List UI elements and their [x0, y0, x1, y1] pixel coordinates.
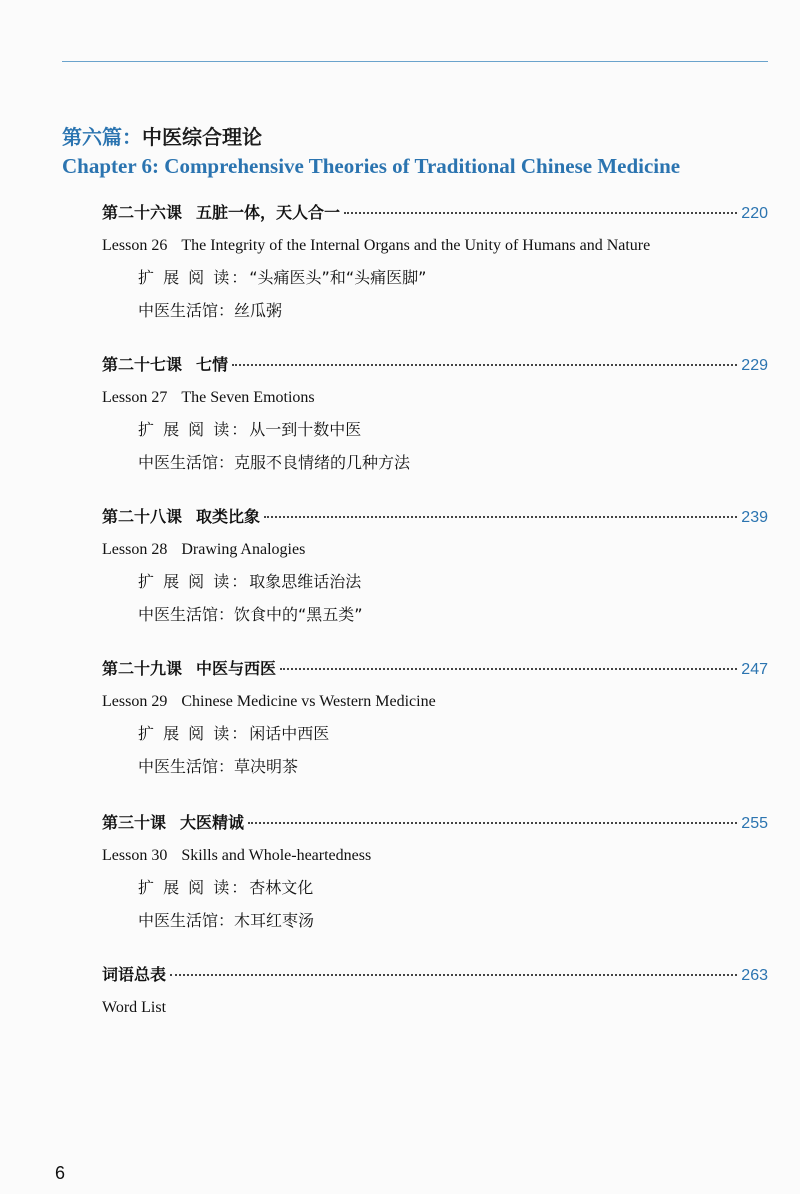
part-title: 中医综合理论: [142, 125, 262, 149]
toc-entry-lesson-27: [102, 352, 768, 479]
extended-reading-label: 扩 展 阅 读：: [138, 572, 250, 591]
extended-reading-label: 扩 展 阅 读：: [138, 878, 250, 897]
toc-row[interactable]: [102, 656, 768, 686]
extended-reading-label: 扩 展 阅 读：: [138, 420, 250, 439]
lesson-zh-name: 五脏一体，天人合一: [196, 203, 341, 222]
lesson-en-name: The Seven Emotions: [181, 389, 315, 406]
tcm-life-label: 中医生活馆：: [138, 911, 235, 930]
lesson-en-number: Lesson 27: [102, 389, 168, 406]
lesson-en-name: Drawing Analogies: [181, 541, 306, 558]
tcm-life-title: 克服不良情绪的几种方法: [234, 453, 411, 472]
extended-reading: [138, 261, 768, 294]
extended-reading-label: 扩 展 阅 读：: [138, 268, 250, 287]
extended-reading-title: 闲话中西医: [249, 724, 330, 743]
toc-row[interactable]: [102, 810, 768, 840]
lesson-en-number: Lesson 28: [102, 541, 168, 558]
toc-entry-lesson-29: [102, 656, 768, 783]
toc-row[interactable]: [102, 962, 768, 992]
dot-leader: [280, 668, 737, 670]
header-rule: [62, 61, 768, 62]
lesson-en-title: [102, 382, 768, 413]
dot-leader: [264, 516, 737, 518]
lesson-zh-name: 大医精诚: [180, 813, 245, 832]
lesson-en-title: [102, 840, 768, 871]
extended-reading-title: “头痛医头”和“头痛医脚”: [249, 268, 427, 287]
extended-reading: [138, 413, 768, 446]
part-heading: [62, 121, 262, 150]
lesson-zh-title: [102, 352, 228, 375]
extended-reading-title: 从一到十数中医: [249, 420, 362, 439]
extended-reading: [138, 565, 768, 598]
page-number: 6: [55, 1163, 66, 1183]
word-list-en: Word List: [102, 999, 167, 1016]
toc-entry-lesson-28: [102, 504, 768, 631]
tcm-life: [138, 598, 768, 631]
tcm-life-label: 中医生活馆：: [138, 301, 235, 320]
tcm-life-label: 中医生活馆：: [138, 757, 235, 776]
extended-reading: [138, 717, 768, 750]
toc-entry-lesson-26: [102, 200, 768, 327]
lesson-zh-number: 第三十课: [102, 813, 167, 832]
lesson-zh-number: 第二十九课: [102, 659, 183, 678]
tcm-life-title: 饮食中的“黑五类”: [234, 605, 363, 624]
lesson-en-title: [102, 534, 768, 565]
lesson-en-name: The Integrity of the Internal Organs and the Unity of Humans and Nature: [181, 237, 651, 254]
lesson-en-name: Skills and Whole-heartedness: [181, 847, 372, 864]
tcm-life-title: 草决明茶: [234, 757, 299, 776]
tcm-life-label: 中医生活馆：: [138, 605, 235, 624]
page-reference: 239: [741, 509, 768, 526]
lesson-en-number: Lesson 30: [102, 847, 168, 864]
lesson-en-title: [102, 230, 768, 261]
part-label: 第六篇：: [62, 125, 142, 149]
lesson-zh-number: 第二十七课: [102, 355, 183, 374]
lesson-zh-title: [102, 504, 260, 527]
lesson-en-title: [102, 686, 768, 717]
tcm-life: [138, 446, 768, 479]
lesson-zh-name: 七情: [196, 355, 229, 374]
tcm-life-label: 中医生活馆：: [138, 453, 235, 472]
toc-row[interactable]: [102, 504, 768, 534]
lesson-zh-name: 取类比象: [196, 507, 261, 526]
lesson-zh-name: 中医与西医: [196, 659, 277, 678]
page-reference: 229: [741, 357, 768, 374]
lesson-zh-title: [102, 656, 276, 679]
tcm-life: [138, 294, 768, 327]
tcm-life-title: 丝瓜粥: [234, 301, 283, 320]
extended-reading-title: 取象思维话治法: [249, 572, 362, 591]
extended-reading: [138, 871, 768, 904]
dot-leader: [232, 364, 737, 366]
word-list-zh: 词语总表: [102, 965, 167, 984]
toc-entry-word-list: [102, 962, 768, 1023]
lesson-en-name: Chinese Medicine vs Western Medicine: [181, 693, 436, 710]
lesson-en-number: Lesson 26: [102, 237, 168, 254]
page-reference: 247: [741, 661, 768, 678]
extended-reading-title: 杏林文化: [249, 878, 314, 897]
tcm-life: [138, 904, 768, 937]
dot-leader: [344, 212, 737, 214]
toc-row[interactable]: [102, 200, 768, 230]
tcm-life: [138, 750, 768, 783]
extended-reading-label: 扩 展 阅 读：: [138, 724, 250, 743]
dot-leader: [170, 974, 737, 976]
toc-entry-lesson-30: [102, 810, 768, 937]
lesson-zh-title: [102, 200, 340, 223]
lesson-zh-number: 第二十六课: [102, 203, 183, 222]
tcm-life-title: 木耳红枣汤: [234, 911, 315, 930]
page-reference: 263: [741, 967, 768, 984]
lesson-zh-number: 第二十八课: [102, 507, 183, 526]
lesson-zh-title: [102, 810, 244, 833]
chapter-heading-en: Chapter 6: Comprehensive Theories of Traditional Chinese Medicine: [62, 154, 681, 178]
page-reference: 255: [741, 815, 768, 832]
toc-row[interactable]: [102, 352, 768, 382]
dot-leader: [248, 822, 737, 824]
lesson-en-number: Lesson 29: [102, 693, 168, 710]
page-reference: 220: [741, 205, 768, 222]
